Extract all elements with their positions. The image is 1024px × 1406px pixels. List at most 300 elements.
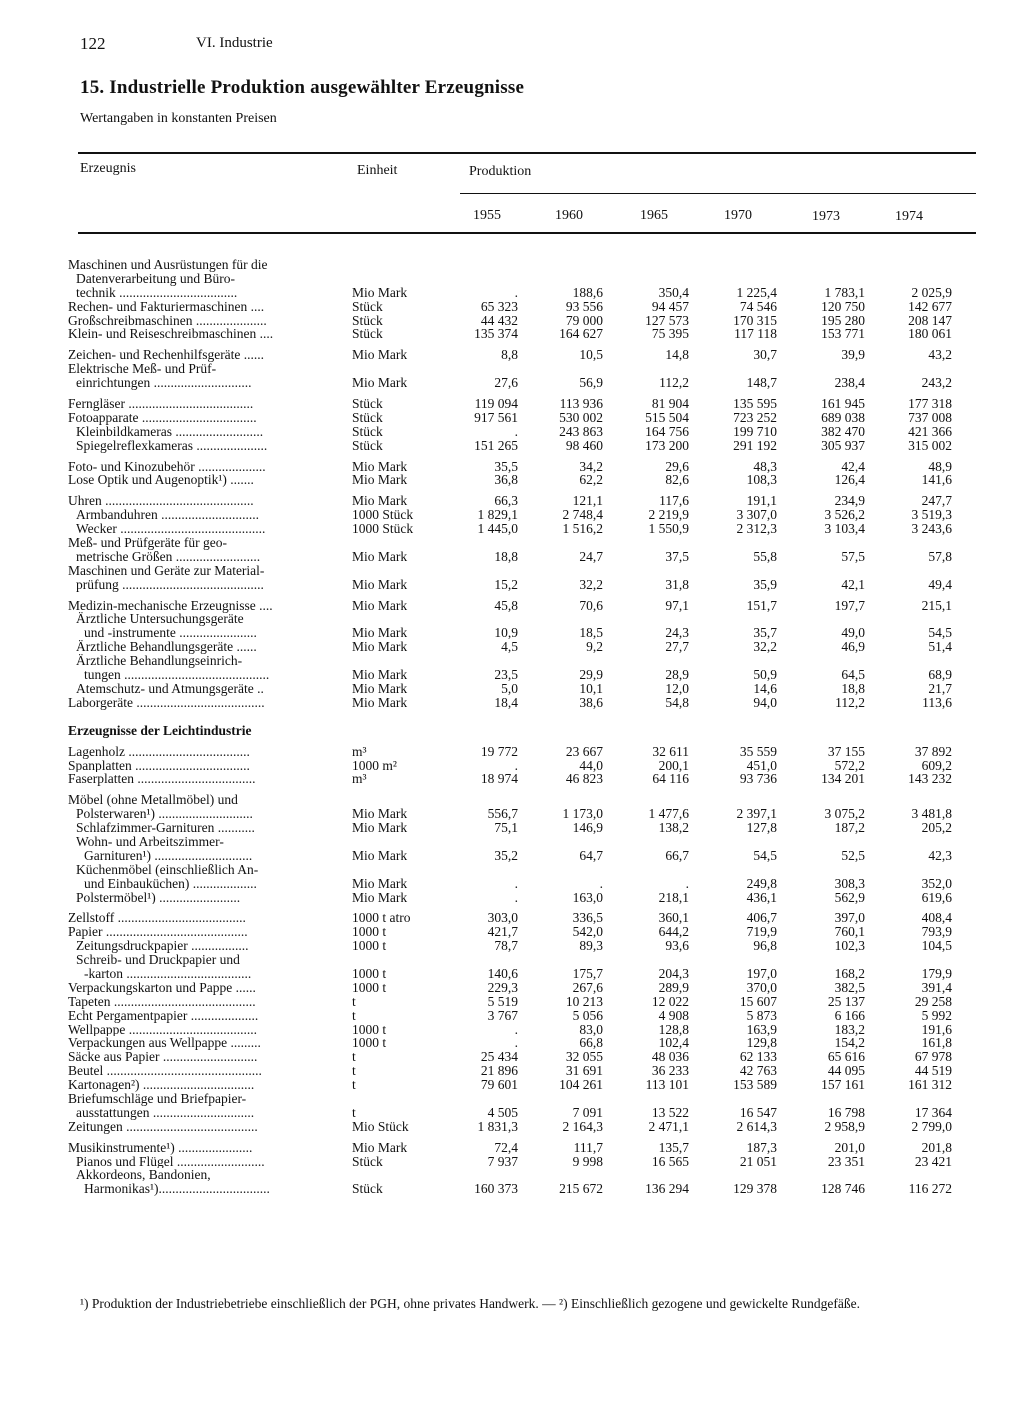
value-cell-1974: 2 025,9	[911, 284, 952, 300]
row-label: Kartonagen²) .................................	[68, 1078, 255, 1092]
value-cell-1973: 572,2	[834, 757, 865, 773]
value-cell-1965: 29,6	[665, 458, 689, 474]
value-cell-1974: 208 147	[908, 312, 952, 328]
table-row	[0, 272, 1024, 286]
value-cell-1970: 117 118	[734, 326, 777, 342]
row-label: und Einbauküchen) ...................	[84, 876, 257, 891]
value-cell-1965: 289,9	[658, 979, 689, 995]
page-number: 122	[80, 34, 106, 53]
value-cell-1974: 113,6	[922, 694, 952, 710]
value-cell-1974: 141,6	[921, 472, 952, 488]
value-cell-1970: 93 736	[739, 771, 777, 787]
value-cell-1973: 238,4	[834, 375, 865, 391]
table-row	[0, 682, 1024, 696]
value-cell-1955: 45,8	[494, 597, 518, 613]
table-row	[0, 397, 1024, 411]
value-cell-1973: 382 470	[821, 423, 865, 439]
value-cell-1970: 48,3	[753, 458, 777, 474]
value-cell-1973: 3 075,2	[824, 806, 865, 822]
value-cell-1960: 530 002	[559, 409, 603, 425]
value-cell-1974: 191,6	[921, 1021, 952, 1037]
row-label: -karton .....................................	[84, 966, 252, 981]
table-row	[0, 793, 1024, 807]
value-cell-1965: 102,4	[658, 1035, 689, 1051]
year-header-1960: 1960	[555, 208, 583, 223]
table-row	[0, 314, 1024, 328]
value-cell-1955: .	[514, 284, 518, 300]
value-cell-1970: 370,0	[746, 979, 777, 995]
value-cell-1974: 619,6	[921, 889, 952, 905]
row-unit: Mio Stück	[352, 1118, 409, 1134]
value-cell-1955: 421,7	[487, 924, 518, 940]
table-row	[0, 300, 1024, 314]
value-cell-1960: 29,9	[579, 667, 603, 683]
table-row	[0, 849, 1024, 863]
value-cell-1970: 129 378	[733, 1181, 777, 1197]
value-cell-1960: 146,9	[572, 820, 603, 836]
table-row	[0, 821, 1024, 835]
row-label: prüfung ..........................................	[76, 577, 264, 592]
row-label: Pianos und Flügel ..........................	[76, 1154, 265, 1169]
value-cell-1955: 151 265	[474, 437, 518, 453]
value-cell-1970: 94,0	[753, 694, 777, 710]
value-cell-1965: 81 904	[651, 396, 689, 412]
value-cell-1970: 451,0	[746, 757, 777, 773]
value-cell-1973: 134 201	[821, 771, 865, 787]
row-label: Klein- und Reiseschreibmaschinen ....	[68, 327, 274, 342]
row-label: Polsterwaren¹) ............................	[76, 807, 253, 822]
value-cell-1973: 46,9	[841, 639, 865, 655]
table-row	[0, 668, 1024, 682]
table-row	[0, 1120, 1024, 1134]
value-cell-1955: 72,4	[494, 1139, 518, 1155]
value-cell-1965: 31,8	[665, 576, 689, 592]
value-cell-1970: 2 614,3	[736, 1118, 777, 1134]
table-row	[0, 473, 1024, 487]
row-unit: m³	[352, 743, 367, 759]
value-cell-1955: 5 519	[487, 993, 518, 1009]
row-label: Großschreibmaschinen .....................	[68, 313, 267, 328]
value-cell-1960: 188,6	[572, 284, 603, 300]
value-cell-1960: 38,6	[579, 694, 603, 710]
row-unit: Stück	[352, 298, 383, 314]
row-label: ausstattungen ..............................	[76, 1105, 255, 1120]
row-label: metrische Größen .........................	[76, 549, 261, 564]
table-row	[0, 522, 1024, 536]
value-cell-1965: 117,6	[659, 493, 689, 509]
value-cell-1965: 1 477,6	[648, 806, 689, 822]
row-unit: Mio Mark	[352, 548, 408, 564]
table-row	[0, 696, 1024, 710]
row-label: Spiegelreflexkameras .....................	[76, 438, 268, 453]
row-label: Ärztliche Behandlungsgeräte ......	[76, 640, 257, 655]
value-cell-1960: 64,7	[579, 847, 603, 863]
value-cell-1974: 116 272	[908, 1181, 952, 1197]
table-row	[0, 376, 1024, 390]
value-cell-1960: .	[599, 875, 603, 891]
value-cell-1973: 25 137	[827, 993, 865, 1009]
row-unit: Mio Mark	[352, 875, 408, 891]
row-unit: 1000 t atro	[352, 910, 411, 926]
year-header-1955: 1955	[473, 208, 501, 223]
row-unit: Mio Mark	[352, 639, 408, 655]
value-cell-1960: 10 213	[565, 993, 603, 1009]
value-cell-1970: 148,7	[746, 375, 777, 391]
value-cell-1960: 113 936	[559, 396, 603, 412]
table-row	[0, 1141, 1024, 1155]
value-cell-1970: 723 252	[733, 409, 777, 425]
value-cell-1974: 205,2	[921, 820, 952, 836]
value-cell-1974: 421 366	[908, 423, 952, 439]
table-row	[0, 508, 1024, 522]
value-cell-1973: 154,2	[834, 1035, 865, 1051]
value-cell-1974: 243,2	[921, 375, 952, 391]
table-row	[0, 891, 1024, 905]
value-cell-1970: 135 595	[733, 396, 777, 412]
row-label: Atemschutz- und Atmungsgeräte ..	[76, 681, 264, 696]
value-cell-1955: 23,5	[494, 667, 518, 683]
row-label: Fotoapparate ..................................	[68, 410, 257, 425]
table-row	[0, 835, 1024, 849]
value-cell-1973: 52,5	[841, 847, 865, 863]
table-row	[0, 981, 1024, 995]
row-label: einrichtungen .............................	[76, 376, 252, 391]
value-cell-1965: 515 504	[645, 409, 689, 425]
value-cell-1974: 42,3	[928, 847, 952, 863]
value-cell-1960: 1 516,2	[562, 521, 603, 537]
value-cell-1974: 49,4	[928, 576, 952, 592]
row-unit: t	[352, 1049, 356, 1065]
row-label: Zeitungen .......................................	[68, 1119, 258, 1134]
row-label: Ärztliche Untersuchungsgeräte	[76, 612, 244, 627]
row-unit: Mio Mark	[352, 694, 408, 710]
table-row	[0, 772, 1024, 786]
value-cell-1974: 29 258	[914, 993, 952, 1009]
row-label: Meß- und Prüfgeräte für geo-	[68, 536, 227, 550]
row-unit: 1000 Stück	[352, 521, 414, 537]
table-row	[0, 626, 1024, 640]
value-cell-1973: 128 746	[821, 1181, 865, 1197]
table-row	[0, 925, 1024, 939]
row-label: Spanplatten ..................................	[68, 758, 250, 773]
value-cell-1974: 57,8	[928, 548, 952, 564]
value-cell-1955: 140,6	[487, 965, 518, 981]
table-row	[0, 362, 1024, 376]
value-cell-1965: 2 471,1	[648, 1118, 689, 1134]
value-cell-1960: 46 823	[565, 771, 603, 787]
value-cell-1965: 12,0	[665, 680, 689, 696]
value-cell-1974: 104,5	[921, 938, 952, 954]
row-label: Schreib- und Druckpapier und	[76, 953, 240, 967]
value-cell-1970: 15 607	[739, 993, 777, 1009]
value-cell-1955: .	[514, 1021, 518, 1037]
value-cell-1960: 175,7	[572, 965, 603, 981]
row-label: Ärztliche Behandlungseinrich-	[76, 654, 243, 669]
table-row	[0, 286, 1024, 300]
value-cell-1965: 94 457	[651, 298, 689, 314]
table-row	[0, 439, 1024, 453]
row-unit: Mio Mark	[352, 806, 408, 822]
row-label: tungen ...........................................	[84, 668, 270, 682]
value-cell-1960: 164 627	[559, 326, 603, 342]
table-row	[0, 953, 1024, 967]
row-unit: Mio Mark	[352, 493, 408, 509]
row-unit: 1000 t	[352, 924, 387, 940]
value-cell-1970: 96,8	[753, 938, 777, 954]
row-label: Faserplatten ...................................	[68, 772, 256, 787]
column-header-production: Produktion	[469, 164, 532, 179]
value-cell-1973: 161 945	[821, 396, 865, 412]
row-label: Beutel ..............................................	[68, 1064, 262, 1079]
table-row	[0, 1009, 1024, 1023]
value-cell-1955: 27,6	[494, 375, 518, 391]
value-cell-1974: 179,9	[921, 965, 952, 981]
row-unit: 1000 Stück	[352, 507, 414, 523]
value-cell-1974: 3 519,3	[911, 507, 952, 523]
value-cell-1970: 42 763	[739, 1063, 777, 1079]
row-label: Rechen- und Fakturiermaschinen ....	[68, 299, 265, 314]
row-unit: 1000 t	[352, 1035, 387, 1051]
value-cell-1974: 737 008	[908, 409, 952, 425]
table-row	[0, 995, 1024, 1009]
value-cell-1973: 157 161	[821, 1077, 865, 1093]
value-cell-1973: 112,2	[835, 694, 865, 710]
value-cell-1965: 12 022	[651, 993, 689, 1009]
value-cell-1970: 16 547	[739, 1104, 777, 1120]
value-cell-1965: .	[685, 875, 689, 891]
value-cell-1965: 4 908	[658, 1007, 689, 1023]
table-row	[0, 911, 1024, 925]
table-row	[0, 1036, 1024, 1050]
value-cell-1970: 35,7	[753, 625, 777, 641]
value-cell-1973: 234,9	[834, 493, 865, 509]
value-cell-1973: 65 616	[827, 1049, 865, 1065]
row-unit: Mio Mark	[352, 820, 408, 836]
value-cell-1973: 16 798	[827, 1104, 865, 1120]
value-cell-1970: 2 397,1	[736, 806, 777, 822]
value-cell-1960: 83,0	[579, 1021, 603, 1037]
value-cell-1970: 30,7	[753, 347, 777, 363]
row-label: Uhren ............................................	[68, 494, 254, 509]
value-cell-1970: 35,9	[753, 576, 777, 592]
value-cell-1955: 160 373	[474, 1181, 518, 1197]
value-cell-1960: 9 998	[572, 1153, 603, 1169]
value-cell-1970: 291 192	[733, 437, 777, 453]
row-unit: Stück	[352, 1181, 383, 1197]
value-cell-1960: 31 691	[565, 1063, 603, 1079]
table-row	[0, 348, 1024, 362]
value-cell-1974: 408,4	[921, 910, 952, 926]
value-cell-1960: 18,5	[579, 625, 603, 641]
value-cell-1973: 126,4	[834, 472, 865, 488]
row-unit: Mio Mark	[352, 284, 408, 300]
row-unit: Mio Mark	[352, 667, 408, 683]
row-label: Foto- und Kinozubehör ....................	[68, 459, 266, 474]
value-cell-1960: 66,8	[579, 1035, 603, 1051]
value-cell-1970: 50,9	[753, 667, 777, 683]
row-unit: 1000 t	[352, 938, 387, 954]
table-row	[0, 494, 1024, 508]
row-label: Schlafzimmer-Garnituren ...........	[76, 821, 255, 835]
table-row	[0, 550, 1024, 564]
table-row	[0, 258, 1024, 272]
value-cell-1955: 18,8	[494, 548, 518, 564]
value-cell-1965: 204,3	[658, 965, 689, 981]
value-cell-1973: 39,9	[841, 347, 865, 363]
section-heading-row	[0, 724, 1024, 738]
value-cell-1965: 28,9	[665, 667, 689, 683]
row-unit: Mio Mark	[352, 889, 408, 905]
table-row	[0, 1078, 1024, 1092]
value-cell-1974: 143 232	[908, 771, 952, 787]
year-header-1973: 1973	[812, 209, 840, 224]
row-label: Datenverarbeitung und Büro-	[76, 271, 235, 286]
value-cell-1965: 128,8	[658, 1021, 689, 1037]
table-row	[0, 1050, 1024, 1064]
value-cell-1974: 68,9	[928, 667, 952, 683]
row-unit: Stück	[352, 423, 383, 439]
value-cell-1955: 1 831,3	[477, 1118, 518, 1134]
table-row	[0, 640, 1024, 654]
value-cell-1974: 5 992	[921, 1007, 952, 1023]
value-cell-1973: 201,0	[834, 1139, 865, 1155]
value-cell-1955: 119 094	[474, 396, 518, 412]
value-cell-1960: 70,6	[579, 597, 603, 613]
footnote: ¹) Produktion der Industriebetriebe einschließlich der PGH, ohne privates Handwerk. — ²) Einschließlich gezogene und gewickelte Rundgefäße.	[80, 1296, 860, 1311]
value-cell-1960: 1 173,0	[562, 806, 603, 822]
value-cell-1955: 4,5	[501, 639, 518, 655]
value-cell-1965: 360,1	[658, 910, 689, 926]
value-cell-1955: 135 374	[474, 326, 518, 342]
value-cell-1955: 19 772	[480, 743, 518, 759]
value-cell-1965: 97,1	[665, 597, 689, 613]
value-cell-1965: 75 395	[651, 326, 689, 342]
value-cell-1973: 187,2	[834, 820, 865, 836]
value-cell-1970: 187,3	[746, 1139, 777, 1155]
value-cell-1965: 14,8	[665, 347, 689, 363]
value-cell-1960: 2 748,4	[562, 507, 603, 523]
value-cell-1965: 24,3	[665, 625, 689, 641]
value-cell-1974: 3 243,6	[911, 521, 952, 537]
value-cell-1974: 21,7	[928, 680, 952, 696]
row-label: Laborgeräte ......................................	[68, 695, 265, 710]
value-cell-1960: 23 667	[565, 743, 603, 759]
value-cell-1965: 1 550,9	[648, 521, 689, 537]
value-cell-1970: 151,7	[746, 597, 777, 613]
value-cell-1955: 79 601	[480, 1077, 518, 1093]
table-row	[0, 1182, 1024, 1196]
row-unit: t	[352, 1104, 356, 1120]
value-cell-1955: 5,0	[501, 680, 518, 696]
value-cell-1970: 54,5	[753, 847, 777, 863]
data-table-body	[0, 258, 1024, 1196]
row-spacer	[0, 717, 1024, 724]
value-cell-1965: 164 756	[645, 423, 689, 439]
value-cell-1973: 1 783,1	[824, 284, 865, 300]
value-cell-1974: 201,8	[921, 1139, 952, 1155]
row-spacer	[0, 710, 1024, 717]
value-cell-1955: 18,4	[494, 694, 518, 710]
table-row	[0, 967, 1024, 981]
value-cell-1974: 315 002	[908, 437, 952, 453]
value-cell-1960: 121,1	[572, 493, 603, 509]
table-row	[0, 460, 1024, 474]
row-label: Elektrische Meß- und Prüf-	[68, 362, 217, 377]
row-label: Küchenmöbel (einschließlich An-	[76, 862, 259, 877]
value-cell-1955: 65 323	[480, 298, 518, 314]
table-row	[0, 654, 1024, 668]
value-cell-1974: 44 519	[914, 1063, 952, 1079]
value-cell-1965: 2 219,9	[648, 507, 689, 523]
value-cell-1960: 79 000	[565, 312, 603, 328]
value-cell-1974: 48,9	[928, 458, 952, 474]
value-cell-1973: 195 280	[821, 312, 865, 328]
value-cell-1965: 173 200	[645, 437, 689, 453]
value-cell-1973: 120 750	[821, 298, 865, 314]
value-cell-1960: 267,6	[572, 979, 603, 995]
value-cell-1973: 18,8	[841, 680, 865, 696]
row-unit: 1000 t	[352, 1021, 387, 1037]
value-cell-1973: 689 038	[821, 409, 865, 425]
value-cell-1960: 542,0	[572, 924, 603, 940]
table-row	[0, 1092, 1024, 1106]
value-cell-1970: 163,9	[746, 1021, 777, 1037]
row-label: Akkordeons, Bandonien,	[76, 1168, 211, 1183]
value-cell-1970: 55,8	[753, 548, 777, 564]
value-cell-1955: 229,3	[487, 979, 518, 995]
production-rule	[460, 193, 976, 194]
value-cell-1970: 436,1	[746, 889, 777, 905]
value-cell-1965: 32 611	[652, 743, 689, 759]
value-cell-1970: 74 546	[739, 298, 777, 314]
value-cell-1970: 199 710	[733, 423, 777, 439]
value-cell-1955: 3 767	[487, 1007, 518, 1023]
value-cell-1970: 108,3	[746, 472, 777, 488]
row-label: Armbanduhren .............................	[76, 508, 259, 523]
value-cell-1970: 62 133	[739, 1049, 777, 1065]
value-cell-1973: 305 937	[821, 437, 865, 453]
column-header-product: Erzeugnis	[80, 161, 136, 176]
value-cell-1973: 49,0	[841, 625, 865, 641]
row-unit: 1000 m²	[352, 757, 397, 773]
row-unit: Stück	[352, 326, 383, 342]
value-cell-1960: 10,1	[579, 680, 603, 696]
row-label: Medizin-mechanische Erzeugnisse ....	[68, 598, 273, 613]
table-row	[0, 536, 1024, 550]
value-cell-1965: 27,7	[665, 639, 689, 655]
value-cell-1960: 32,2	[579, 576, 603, 592]
row-label: Lose Optik und Augenoptik¹) .......	[68, 473, 254, 488]
value-cell-1973: 153 771	[821, 326, 865, 342]
row-unit: Stück	[352, 312, 383, 328]
value-cell-1974: 142 677	[908, 298, 952, 314]
value-cell-1955: 4 505	[487, 1104, 518, 1120]
value-cell-1973: 3 526,2	[824, 507, 865, 523]
row-label: Möbel (ohne Metallmöbel) und	[68, 793, 238, 808]
table-row	[0, 877, 1024, 891]
value-cell-1970: 719,9	[746, 924, 777, 940]
value-cell-1965: 127 573	[645, 312, 689, 328]
value-cell-1960: 7 091	[572, 1104, 603, 1120]
row-label: Musikinstrumente¹) ......................	[68, 1140, 253, 1155]
row-unit: Mio Mark	[352, 625, 408, 641]
row-label: Verpackungen aus Wellpappe .........	[68, 1036, 261, 1051]
value-cell-1970: 5 873	[746, 1007, 777, 1023]
row-label: Verpackungskarton und Pappe ......	[68, 980, 256, 995]
value-cell-1974: 609,2	[921, 757, 952, 773]
row-label: Wohn- und Arbeitszimmer-	[76, 834, 224, 849]
value-cell-1973: 42,1	[841, 576, 865, 592]
